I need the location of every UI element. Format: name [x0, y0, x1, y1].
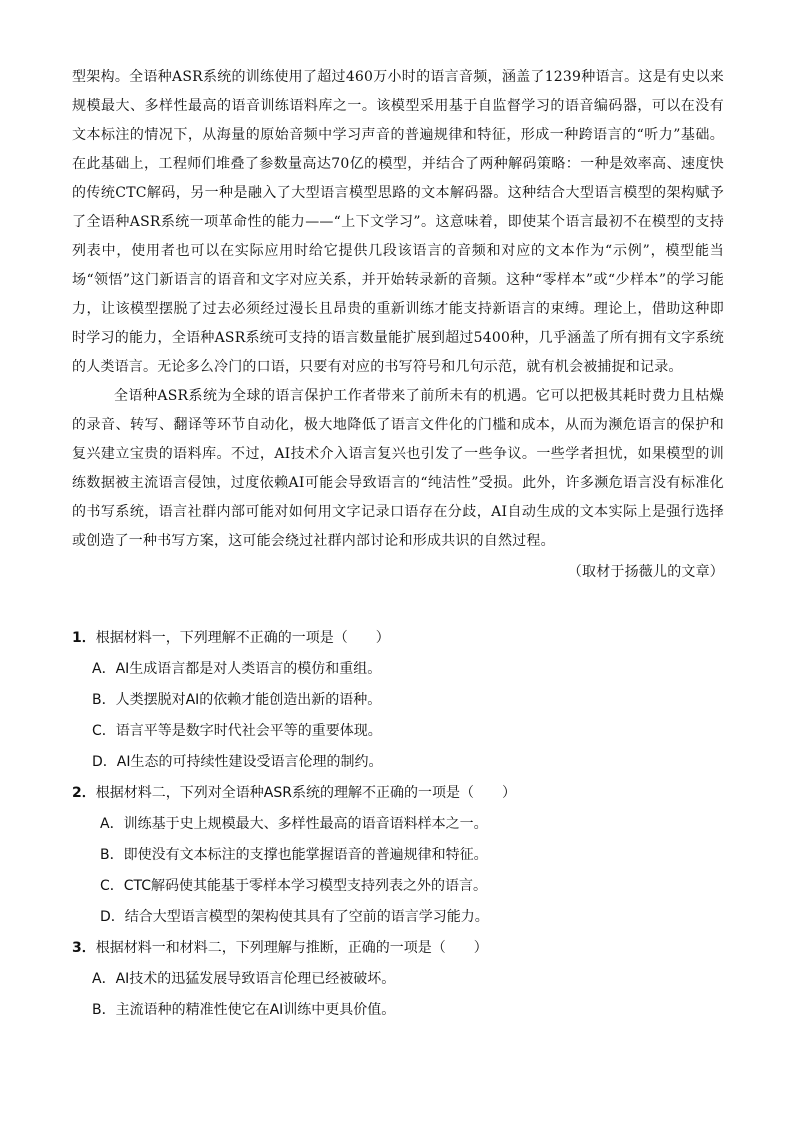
question-text: 根据材料一，下列理解不正确的一项是（ ）	[95, 630, 390, 646]
question-number: 3．	[72, 940, 96, 956]
passage-paragraph-1: 型架构。全语种ASR系统的训练使用了超过460万小时的语言音频，涵盖了1239种语言。这是有史以来规模最大、多样性最高的语音训练语料库之一。该模型采用基于自监督学习的语音编码器，可以在没有文本标注的情况下，从海量的原始音频中学习声音的普遍规律和特征，形成一种跨语言的“听力”基础。在此基础上，工程师们堆叠了参数量高达70亿的模型，并结合了两种解码策略：一种是效率高、速度快的传统CTC解码，另一种是融入了大型语言模型思路的文本解码器。这种结合大型语言模型的架构赋予了全语种ASR系统一项革命性的能力——“上下文学习”。这意味着，即使某个语言最初不在模型的支持列表中，使用者也可以在实际应用时给它提供几段该语言的音频和对应的文本作为“示例”，模型能当场“领悟”这门新语言的语音和文字对应关系，并开始转录新的音频。这种“零样本”或“少样本”的学习能力，让该模型摆脱了过去必须经过漫长且昂贵的重新训练才能支持新语言的束缚。理论上，借助这种即时学习的能力，全语种ASR系统可支持的语言数量能扩展到超过5400种，几乎涵盖了所有拥有文字系统的人类语言。无论多么冷门的口语，只要有对应的书写符号和几句示范，就有机会被捕捉和记录。	[72, 69, 724, 375]
option-c: C．语言平等是数字时代社会平等的重要体现。	[92, 723, 382, 739]
question-3	[72, 933, 732, 1026]
question-number: 2．	[72, 785, 96, 801]
question-list	[72, 623, 732, 1026]
reading-passage	[72, 63, 724, 587]
question-stem	[72, 933, 732, 964]
option-d: D．结合大型语言模型的架构使其具有了空前的语言学习能力。	[100, 909, 489, 925]
option-b: B．人类摆脱对AI的依赖才能创造出新的语种。	[92, 692, 382, 708]
question-stem	[72, 623, 732, 654]
option-a: A．AI技术的迅猛发展导致语言伦理已经被破坏。	[92, 971, 396, 987]
option-b: B．主流语种的精准性使它在AI训练中更具价值。	[92, 1002, 396, 1018]
passage-source: （取材于扬薇儿的文章）	[567, 564, 724, 580]
question-text: 根据材料一和材料二，下列理解与推断，正确的一项是（ ）	[95, 940, 488, 956]
option-a: A．AI生成语言都是对人类语言的模仿和重组。	[92, 661, 382, 677]
option-a: A．训练基于史上规模最大、多样性最高的语音语料样本之一。	[100, 816, 488, 832]
question-number: 1．	[72, 630, 96, 646]
option-c: C．CTC解码使其能基于零样本学习模型支持列表之外的语言。	[100, 878, 488, 894]
passage-paragraph-2: 全语种ASR系统为全球的语言保护工作者带来了前所未有的机遇。它可以把极其耗时费力且枯燥的录音、转写、翻译等环节自动化，极大地降低了语言文件化的门槛和成本，从而为濒危语言的保护和复兴建立宝贵的语料库。不过，AI技术介入语言复兴也引发了一些争议。一些学者担忧，如果模型的训练数据被主流语言侵蚀，过度依赖AI可能会导致语言的“纯洁性”受损。此外，许多濒危语言没有标准化的书写系统，语言社群内部可能对如何用文字记录口语存在分歧，AI自动生成的文本实际上是强行选择或创造了一种书写方案，这可能会绕过社群内部讨论和形成共识的自然过程。	[72, 388, 724, 549]
question-2	[72, 778, 732, 933]
question-text: 根据材料二，下列对全语种ASR系统的理解不正确的一项是（ ）	[95, 785, 516, 801]
option-b: B．即使没有文本标注的支撑也能掌握语音的普遍规律和特征。	[100, 847, 488, 863]
question-stem	[72, 778, 732, 809]
option-d: D．AI生态的可持续性建设受语言伦理的制约。	[92, 754, 383, 770]
question-1	[72, 623, 732, 778]
